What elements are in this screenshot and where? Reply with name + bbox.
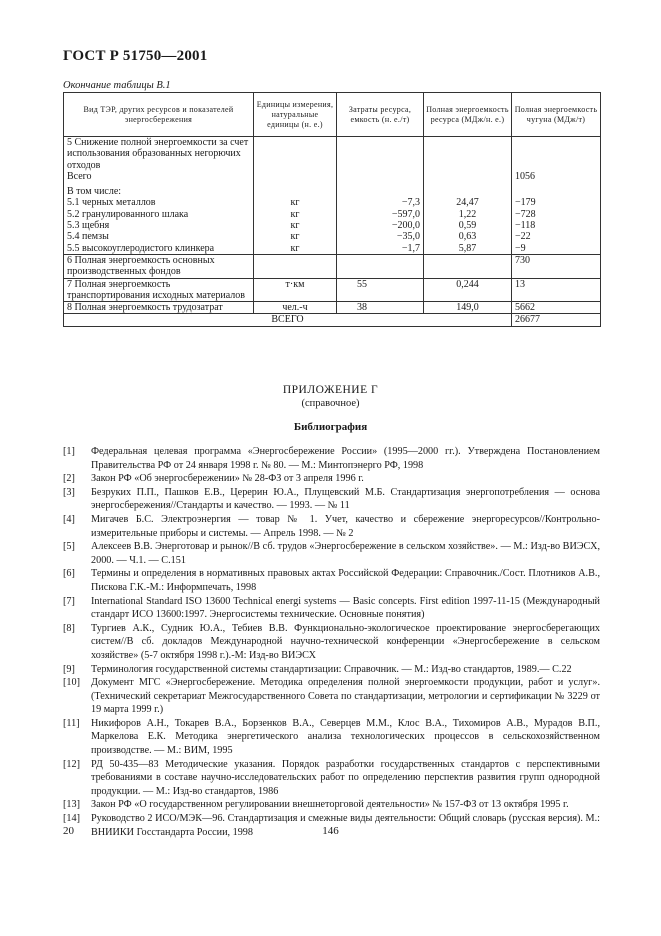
total-value: 26677 (512, 314, 601, 326)
bibliography-item (63, 663, 600, 677)
table-row (64, 220, 601, 231)
bib-number: [6] (63, 568, 75, 580)
table-row (64, 243, 601, 255)
bibliography-item (63, 676, 600, 717)
standard-header: ГОСТ Р 51750—2001 (63, 48, 208, 64)
bib-number: [9] (63, 663, 75, 675)
table-row (64, 137, 601, 198)
bib-number: [10] (63, 677, 80, 689)
item-name: 5.1 черных металлов (64, 197, 254, 208)
item-cost: −7,3 (337, 197, 424, 208)
bib-number: [14] (63, 813, 80, 825)
item-unit: кг (254, 243, 337, 255)
bib-text: Руководство 2 ИСО/МЭК—96. Стандартизация и смежные виды деятельности: Общий словарь (русская версия). М.: ВНИИКИ Госстандарта России, 1998 (91, 813, 600, 838)
row-title: 5 Снижение полной энергоемкости за счет использования образованных негорючих отходов (67, 137, 249, 171)
item-energy: 149,0 (424, 302, 512, 314)
total-label: ВСЕГО (64, 314, 512, 326)
bib-text: International Standard ISO 13600 Technical energi systems — Basic concepts. First edition 1997-11-15 (Международный стандарт ИСО 13600:1997. Энергосистемы технические. Основные понятия) (91, 595, 600, 621)
item-energy: 24,47 (424, 197, 512, 208)
item-name: 7 Полная энергоемкость транспортирования исходных материалов (64, 278, 254, 302)
column-header: Затраты ресурса, емкость (н. е./т) (337, 93, 424, 137)
bib-text: Закон РФ «Об энергосбережении» № 28-ФЗ от 3 апреля 1996 г. (91, 473, 364, 485)
table-row (64, 254, 601, 278)
bib-text: РД 50-435—83 Методические указания. Порядок разработки государственных стандартов с перспективными требованиями в составе научно-исследовательских работ по определению перспектив развития групп однородной продукции. — М.: Изд-во стандартов, 1986 (91, 758, 600, 797)
item-iron: −179 (512, 197, 601, 208)
bib-number: [1] (63, 446, 75, 457)
bib-text: Документ МГС «Энергосбережение. Методика определения полной энергоемкости продукции, работ и услуг». (Технический секретариат Межгосударственного Совета по стандартизации, метрологии и сертификации № 3229 от 19 марта 1999 г.) (91, 677, 600, 716)
item-name: 8 Полная энергоемкость трудозатрат (64, 302, 254, 314)
bib-number: [12] (63, 758, 80, 770)
column-header: Полная энергоемкость чугуна (МДж/т) (512, 93, 601, 137)
bib-number: [5] (63, 541, 75, 553)
item-iron: −9 (512, 243, 601, 255)
item-iron: −118 (512, 220, 601, 231)
column-header: Вид ТЭР, других ресурсов и показателей энергосбережения (64, 93, 254, 137)
item-energy: 5,87 (424, 243, 512, 255)
item-name: 5.3 щебня (64, 220, 254, 231)
appendix-subtitle: (справочное) (301, 398, 360, 409)
column-header: Полная энергоемкость ресурса (МДж/н. е.) (424, 93, 512, 137)
item-cost: 55 (337, 278, 424, 302)
item-unit: кг (254, 197, 337, 208)
bib-number: [2] (63, 473, 75, 485)
bib-text: Терминология государственной системы стандартизации: Справочник. — М.: Изд-во стандартов, 1989.— С.22 (91, 663, 572, 675)
item-cost: −597,0 (337, 209, 424, 220)
item-unit: кг (254, 231, 337, 242)
item-energy: 0,59 (424, 220, 512, 231)
item-name: 6 Полная энергоемкость основных производственных фондов (64, 254, 254, 278)
item-name: 5.4 пемзы (64, 231, 254, 242)
page-number-center: 146 (322, 825, 339, 837)
bib-number: [7] (63, 595, 75, 607)
item-name: 5.5 высокоуглеродистого клинкера (64, 243, 254, 255)
bib-number: [11] (63, 717, 80, 729)
page-number-left: 20 (63, 825, 74, 837)
bibliography-item (63, 513, 600, 540)
bib-text: Мигачев Б.С. Электроэнергия — товар № 1. Учет, качество и сбережение энергоресурсов//Контрольно-измерительные приборы и системы. — Апрель 1998. — № 2 (91, 513, 600, 539)
bibliography-item (63, 445, 600, 472)
item-unit: т·км (254, 278, 337, 302)
item-unit: чел.-ч (254, 302, 337, 314)
bibliography-item (63, 567, 600, 594)
bib-text: Термины и определения в нормативных правовых актах Российской Федерации: Справочник./Сост. Плотников А.В., Пискова Г.К.-М.: Информпечать, 1998 (91, 568, 600, 593)
item-cost: −35,0 (337, 231, 424, 242)
table-row (64, 231, 601, 242)
row-total-label: Всего (67, 170, 92, 182)
bib-number: [8] (63, 622, 75, 634)
item-name: 5.2 гранулированного шлака (64, 209, 254, 220)
bib-text: Федеральная целевая программа «Энергосбережение России» (1995—2000 гг.). Утверждена Постановлением Правительства РФ от 24 января 1998 г. № 80. — М.: Минтопэнерго РФ, 1998 (91, 446, 600, 471)
bib-number: [4] (63, 513, 75, 525)
energy-table (63, 92, 601, 327)
bibliography-item (63, 798, 600, 812)
table-header-row (64, 93, 601, 137)
item-energy: 1,22 (424, 209, 512, 220)
bib-text: Никифоров А.Н., Токарев В.А., Борзенков В.А., Северцев М.М., Клос В.А., Тихомиров А.В., Мурадов В.П., Маркелова Е.К. Методика энергетического анализа технологических процессов в сельскохозяйственном производстве. — М.: ВИМ, 1995 (91, 717, 600, 757)
bib-number: [13] (63, 799, 80, 811)
table-row (64, 197, 601, 208)
bibliography-heading: Библиография (293, 421, 368, 433)
table-caption: Окончание таблицы В.1 (63, 80, 171, 91)
table-row (64, 278, 601, 302)
bib-text: Алексеев В.В. Энерготовар и рынок//В сб. трудов «Энергосбережение в сельском хозяйстве». — М.: Изд-во ВИЭСХ, 2000. — Ч.1. — С.151 (91, 541, 600, 566)
bibliography-item (63, 540, 600, 567)
item-iron: 13 (512, 278, 601, 302)
row-subheader: В том числе: (67, 186, 122, 198)
item-iron: −22 (512, 231, 601, 242)
appendix-title: ПРИЛОЖЕНИЕ Г (282, 384, 379, 396)
item-iron: 5662 (512, 302, 601, 314)
bibliography-item (63, 486, 600, 513)
item-cost: −1,7 (337, 243, 424, 255)
item-iron: −728 (512, 209, 601, 220)
item-unit: кг (254, 209, 337, 220)
bibliography-item (63, 717, 600, 758)
bib-text: Закон РФ «О государственном регулировании внешнеторговой деятельности» № 157-ФЗ от 13 октября 1995 г. (91, 799, 569, 811)
bibliography-item (63, 595, 600, 622)
item-cost: −200,0 (337, 220, 424, 231)
bibliography-item (63, 758, 600, 799)
bib-text: Безруких П.П., Пашков Е.В., Церерин Ю.А., Плущевский М.Б. Стандартизация энергопотребления — основа энергосбережения//Стандарты и качество. — 1993. — № 11 (91, 486, 600, 512)
item-energy: 0,244 (424, 278, 512, 302)
bibliography-item (63, 472, 600, 486)
table-total-row (64, 314, 601, 326)
item-cost: 38 (337, 302, 424, 314)
bib-text: Тургиев А.К., Судник Ю.А., Тебиев В.В. Функционально-экологическое проектирование энергосберегающих систем//В сб. докладов Международной научно-технической конференции «Энергосбережение в сельском хозяйстве» (5-7 октября 1998 г.).-М: Изд-во ВИЭСХ (91, 622, 600, 661)
item-unit: кг (254, 220, 337, 231)
table-row (64, 302, 601, 314)
column-header: Единицы измерения, натуральные единицы (н. е.) (254, 93, 337, 137)
row-total-value: 1056 (515, 171, 535, 182)
bib-number: [3] (63, 486, 75, 498)
item-energy: 0,63 (424, 231, 512, 242)
bibliography-list (63, 445, 600, 839)
table-row (64, 209, 601, 220)
item-iron: 730 (512, 254, 601, 278)
bibliography-item (63, 622, 600, 663)
